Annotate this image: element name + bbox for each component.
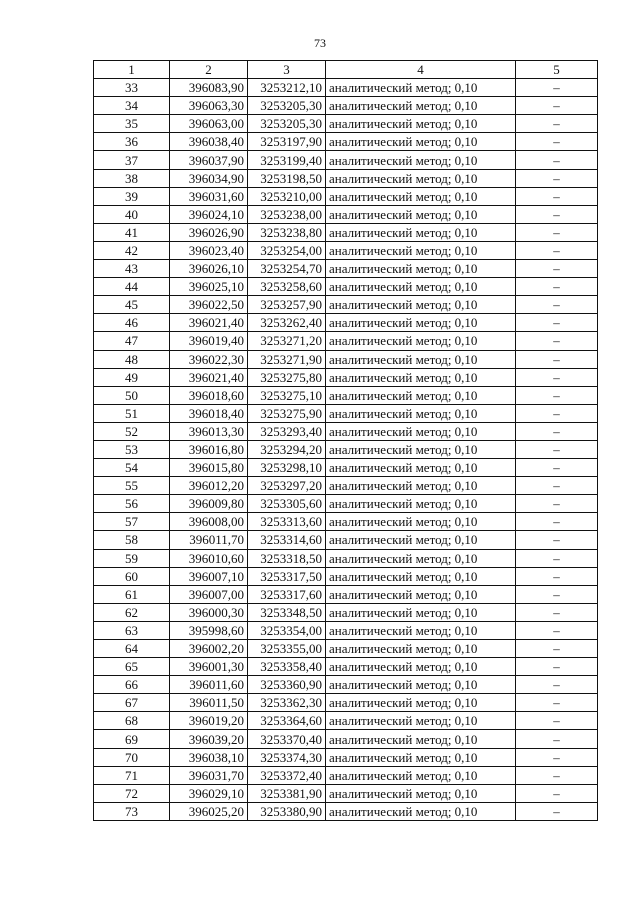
table-row xyxy=(94,477,598,495)
remark-cell: – xyxy=(516,694,598,712)
y-coordinate-cell: 3253370,40 xyxy=(248,730,326,748)
y-coordinate-cell: 3253364,60 xyxy=(248,712,326,730)
x-coordinate-cell: 396025,10 xyxy=(170,278,248,296)
table-row xyxy=(94,748,598,766)
table-row xyxy=(94,730,598,748)
table-row xyxy=(94,97,598,115)
method-accuracy-cell: аналитический метод; 0,10 xyxy=(326,97,516,115)
remark-cell: – xyxy=(516,658,598,676)
table-row xyxy=(94,386,598,404)
method-accuracy-cell: аналитический метод; 0,10 xyxy=(326,694,516,712)
remark-cell: – xyxy=(516,260,598,278)
table-row xyxy=(94,531,598,549)
x-coordinate-cell: 396000,30 xyxy=(170,603,248,621)
point-number-cell: 51 xyxy=(94,404,170,422)
method-accuracy-cell: аналитический метод; 0,10 xyxy=(326,422,516,440)
point-number-cell: 40 xyxy=(94,205,170,223)
x-coordinate-cell: 396037,90 xyxy=(170,151,248,169)
table-row xyxy=(94,640,598,658)
point-number-cell: 60 xyxy=(94,567,170,585)
method-accuracy-cell: аналитический метод; 0,10 xyxy=(326,314,516,332)
y-coordinate-cell: 3253381,90 xyxy=(248,784,326,802)
table-row xyxy=(94,422,598,440)
y-coordinate-cell: 3253355,00 xyxy=(248,640,326,658)
point-number-cell: 65 xyxy=(94,658,170,676)
y-coordinate-cell: 3253318,50 xyxy=(248,549,326,567)
remark-cell: – xyxy=(516,495,598,513)
remark-cell: – xyxy=(516,531,598,549)
x-coordinate-cell: 396021,40 xyxy=(170,314,248,332)
x-coordinate-cell: 396011,60 xyxy=(170,676,248,694)
x-coordinate-cell: 396013,30 xyxy=(170,422,248,440)
remark-cell: – xyxy=(516,549,598,567)
point-number-cell: 55 xyxy=(94,477,170,495)
point-number-cell: 49 xyxy=(94,368,170,386)
y-coordinate-cell: 3253314,60 xyxy=(248,531,326,549)
remark-cell: – xyxy=(516,748,598,766)
point-number-cell: 53 xyxy=(94,440,170,458)
y-coordinate-cell: 3253262,40 xyxy=(248,314,326,332)
remark-cell: – xyxy=(516,332,598,350)
table-row xyxy=(94,187,598,205)
x-coordinate-cell: 396026,90 xyxy=(170,223,248,241)
point-number-cell: 39 xyxy=(94,187,170,205)
point-number-cell: 68 xyxy=(94,712,170,730)
table-row xyxy=(94,404,598,422)
point-number-cell: 61 xyxy=(94,585,170,603)
remark-cell: – xyxy=(516,603,598,621)
method-accuracy-cell: аналитический метод; 0,10 xyxy=(326,621,516,639)
point-number-cell: 62 xyxy=(94,603,170,621)
y-coordinate-cell: 3253210,00 xyxy=(248,187,326,205)
table-row xyxy=(94,314,598,332)
column-header-5: 5 xyxy=(516,61,598,79)
y-coordinate-cell: 3253317,50 xyxy=(248,567,326,585)
method-accuracy-cell: аналитический метод; 0,10 xyxy=(326,241,516,259)
remark-cell: – xyxy=(516,386,598,404)
remark-cell: – xyxy=(516,79,598,97)
point-number-cell: 63 xyxy=(94,621,170,639)
table-row xyxy=(94,332,598,350)
table-row xyxy=(94,603,598,621)
table-row xyxy=(94,241,598,259)
table-row xyxy=(94,513,598,531)
point-number-cell: 44 xyxy=(94,278,170,296)
y-coordinate-cell: 3253348,50 xyxy=(248,603,326,621)
remark-cell: – xyxy=(516,802,598,820)
x-coordinate-cell: 396015,80 xyxy=(170,459,248,477)
y-coordinate-cell: 3253305,60 xyxy=(248,495,326,513)
method-accuracy-cell: аналитический метод; 0,10 xyxy=(326,404,516,422)
point-number-cell: 73 xyxy=(94,802,170,820)
y-coordinate-cell: 3253293,40 xyxy=(248,422,326,440)
table-row xyxy=(94,766,598,784)
x-coordinate-cell: 396011,50 xyxy=(170,694,248,712)
x-coordinate-cell: 396038,40 xyxy=(170,133,248,151)
column-header-3: 3 xyxy=(248,61,326,79)
x-coordinate-cell: 396063,00 xyxy=(170,115,248,133)
method-accuracy-cell: аналитический метод; 0,10 xyxy=(326,386,516,404)
point-number-cell: 33 xyxy=(94,79,170,97)
page-number: 73 xyxy=(314,36,326,50)
table-row xyxy=(94,784,598,802)
remark-cell: – xyxy=(516,205,598,223)
y-coordinate-cell: 3253198,50 xyxy=(248,169,326,187)
point-number-cell: 41 xyxy=(94,223,170,241)
x-coordinate-cell: 396008,00 xyxy=(170,513,248,531)
remark-cell: – xyxy=(516,278,598,296)
method-accuracy-cell: аналитический метод; 0,10 xyxy=(326,658,516,676)
remark-cell: – xyxy=(516,459,598,477)
table-row xyxy=(94,115,598,133)
y-coordinate-cell: 3253212,10 xyxy=(248,79,326,97)
table-row xyxy=(94,368,598,386)
table-row xyxy=(94,495,598,513)
x-coordinate-cell: 396034,90 xyxy=(170,169,248,187)
table-row xyxy=(94,549,598,567)
table-row xyxy=(94,802,598,820)
y-coordinate-cell: 3253205,30 xyxy=(248,115,326,133)
method-accuracy-cell: аналитический метод; 0,10 xyxy=(326,223,516,241)
remark-cell: – xyxy=(516,784,598,802)
point-number-cell: 38 xyxy=(94,169,170,187)
method-accuracy-cell: аналитический метод; 0,10 xyxy=(326,296,516,314)
remark-cell: – xyxy=(516,350,598,368)
y-coordinate-cell: 3253275,10 xyxy=(248,386,326,404)
method-accuracy-cell: аналитический метод; 0,10 xyxy=(326,115,516,133)
table-row xyxy=(94,694,598,712)
table-row xyxy=(94,676,598,694)
y-coordinate-cell: 3253313,60 xyxy=(248,513,326,531)
method-accuracy-cell: аналитический метод; 0,10 xyxy=(326,784,516,802)
x-coordinate-cell: 396010,60 xyxy=(170,549,248,567)
remark-cell: – xyxy=(516,712,598,730)
method-accuracy-cell: аналитический метод; 0,10 xyxy=(326,567,516,585)
column-header-1: 1 xyxy=(94,61,170,79)
table-row xyxy=(94,133,598,151)
column-header-4: 4 xyxy=(326,61,516,79)
remark-cell: – xyxy=(516,115,598,133)
point-number-cell: 46 xyxy=(94,314,170,332)
x-coordinate-cell: 396002,20 xyxy=(170,640,248,658)
method-accuracy-cell: аналитический метод; 0,10 xyxy=(326,495,516,513)
table-row xyxy=(94,296,598,314)
coordinates-table xyxy=(93,60,598,821)
y-coordinate-cell: 3253374,30 xyxy=(248,748,326,766)
y-coordinate-cell: 3253358,40 xyxy=(248,658,326,676)
table-row xyxy=(94,151,598,169)
x-coordinate-cell: 396083,90 xyxy=(170,79,248,97)
method-accuracy-cell: аналитический метод; 0,10 xyxy=(326,531,516,549)
remark-cell: – xyxy=(516,296,598,314)
point-number-cell: 67 xyxy=(94,694,170,712)
point-number-cell: 72 xyxy=(94,784,170,802)
y-coordinate-cell: 3253275,90 xyxy=(248,404,326,422)
method-accuracy-cell: аналитический метод; 0,10 xyxy=(326,278,516,296)
method-accuracy-cell: аналитический метод; 0,10 xyxy=(326,332,516,350)
point-number-cell: 34 xyxy=(94,97,170,115)
method-accuracy-cell: аналитический метод; 0,10 xyxy=(326,712,516,730)
method-accuracy-cell: аналитический метод; 0,10 xyxy=(326,440,516,458)
point-number-cell: 66 xyxy=(94,676,170,694)
point-number-cell: 35 xyxy=(94,115,170,133)
table-row xyxy=(94,459,598,477)
method-accuracy-cell: аналитический метод; 0,10 xyxy=(326,640,516,658)
method-accuracy-cell: аналитический метод; 0,10 xyxy=(326,549,516,567)
table-row xyxy=(94,205,598,223)
method-accuracy-cell: аналитический метод; 0,10 xyxy=(326,730,516,748)
method-accuracy-cell: аналитический метод; 0,10 xyxy=(326,368,516,386)
point-number-cell: 64 xyxy=(94,640,170,658)
x-coordinate-cell: 396009,80 xyxy=(170,495,248,513)
point-number-cell: 69 xyxy=(94,730,170,748)
remark-cell: – xyxy=(516,133,598,151)
remark-cell: – xyxy=(516,440,598,458)
remark-cell: – xyxy=(516,513,598,531)
remark-cell: – xyxy=(516,640,598,658)
point-number-cell: 47 xyxy=(94,332,170,350)
y-coordinate-cell: 3253271,90 xyxy=(248,350,326,368)
method-accuracy-cell: аналитический метод; 0,10 xyxy=(326,205,516,223)
point-number-cell: 71 xyxy=(94,766,170,784)
x-coordinate-cell: 396016,80 xyxy=(170,440,248,458)
table-row xyxy=(94,621,598,639)
method-accuracy-cell: аналитический метод; 0,10 xyxy=(326,459,516,477)
y-coordinate-cell: 3253360,90 xyxy=(248,676,326,694)
y-coordinate-cell: 3253257,90 xyxy=(248,296,326,314)
point-number-cell: 48 xyxy=(94,350,170,368)
remark-cell: – xyxy=(516,241,598,259)
remark-cell: – xyxy=(516,169,598,187)
x-coordinate-cell: 396022,50 xyxy=(170,296,248,314)
y-coordinate-cell: 3253238,80 xyxy=(248,223,326,241)
x-coordinate-cell: 396021,40 xyxy=(170,368,248,386)
x-coordinate-cell: 396039,20 xyxy=(170,730,248,748)
x-coordinate-cell: 396023,40 xyxy=(170,241,248,259)
y-coordinate-cell: 3253275,80 xyxy=(248,368,326,386)
x-coordinate-cell: 396029,10 xyxy=(170,784,248,802)
method-accuracy-cell: аналитический метод; 0,10 xyxy=(326,477,516,495)
point-number-cell: 43 xyxy=(94,260,170,278)
x-coordinate-cell: 396011,70 xyxy=(170,531,248,549)
y-coordinate-cell: 3253238,00 xyxy=(248,205,326,223)
remark-cell: – xyxy=(516,585,598,603)
remark-cell: – xyxy=(516,314,598,332)
y-coordinate-cell: 3253205,30 xyxy=(248,97,326,115)
table-row xyxy=(94,567,598,585)
x-coordinate-cell: 396063,30 xyxy=(170,97,248,115)
y-coordinate-cell: 3253271,20 xyxy=(248,332,326,350)
remark-cell: – xyxy=(516,422,598,440)
table-header-row xyxy=(94,61,598,79)
point-number-cell: 57 xyxy=(94,513,170,531)
point-number-cell: 50 xyxy=(94,386,170,404)
x-coordinate-cell: 396007,00 xyxy=(170,585,248,603)
method-accuracy-cell: аналитический метод; 0,10 xyxy=(326,350,516,368)
y-coordinate-cell: 3253254,70 xyxy=(248,260,326,278)
remark-cell: – xyxy=(516,730,598,748)
method-accuracy-cell: аналитический метод; 0,10 xyxy=(326,260,516,278)
x-coordinate-cell: 396007,10 xyxy=(170,567,248,585)
table-row xyxy=(94,260,598,278)
x-coordinate-cell: 396024,10 xyxy=(170,205,248,223)
table-row xyxy=(94,350,598,368)
x-coordinate-cell: 396018,40 xyxy=(170,404,248,422)
method-accuracy-cell: аналитический метод; 0,10 xyxy=(326,513,516,531)
x-coordinate-cell: 396018,60 xyxy=(170,386,248,404)
point-number-cell: 36 xyxy=(94,133,170,151)
table-row xyxy=(94,440,598,458)
x-coordinate-cell: 396026,10 xyxy=(170,260,248,278)
table-row xyxy=(94,223,598,241)
remark-cell: – xyxy=(516,766,598,784)
y-coordinate-cell: 3253199,40 xyxy=(248,151,326,169)
table-row xyxy=(94,712,598,730)
method-accuracy-cell: аналитический метод; 0,10 xyxy=(326,802,516,820)
x-coordinate-cell: 396012,20 xyxy=(170,477,248,495)
y-coordinate-cell: 3253354,00 xyxy=(248,621,326,639)
method-accuracy-cell: аналитический метод; 0,10 xyxy=(326,676,516,694)
method-accuracy-cell: аналитический метод; 0,10 xyxy=(326,133,516,151)
y-coordinate-cell: 3253362,30 xyxy=(248,694,326,712)
point-number-cell: 37 xyxy=(94,151,170,169)
point-number-cell: 59 xyxy=(94,549,170,567)
x-coordinate-cell: 396031,60 xyxy=(170,187,248,205)
remark-cell: – xyxy=(516,404,598,422)
remark-cell: – xyxy=(516,368,598,386)
method-accuracy-cell: аналитический метод; 0,10 xyxy=(326,766,516,784)
method-accuracy-cell: аналитический метод; 0,10 xyxy=(326,603,516,621)
x-coordinate-cell: 396022,30 xyxy=(170,350,248,368)
table-row xyxy=(94,658,598,676)
point-number-cell: 45 xyxy=(94,296,170,314)
point-number-cell: 52 xyxy=(94,422,170,440)
y-coordinate-cell: 3253380,90 xyxy=(248,802,326,820)
table-row xyxy=(94,169,598,187)
method-accuracy-cell: аналитический метод; 0,10 xyxy=(326,187,516,205)
table-body xyxy=(94,79,598,821)
point-number-cell: 54 xyxy=(94,459,170,477)
x-coordinate-cell: 396031,70 xyxy=(170,766,248,784)
point-number-cell: 42 xyxy=(94,241,170,259)
column-header-2: 2 xyxy=(170,61,248,79)
table-row xyxy=(94,278,598,296)
x-coordinate-cell: 396019,20 xyxy=(170,712,248,730)
table-row xyxy=(94,585,598,603)
x-coordinate-cell: 396025,20 xyxy=(170,802,248,820)
remark-cell: – xyxy=(516,223,598,241)
point-number-cell: 70 xyxy=(94,748,170,766)
remark-cell: – xyxy=(516,567,598,585)
remark-cell: – xyxy=(516,477,598,495)
x-coordinate-cell: 396019,40 xyxy=(170,332,248,350)
y-coordinate-cell: 3253372,40 xyxy=(248,766,326,784)
method-accuracy-cell: аналитический метод; 0,10 xyxy=(326,79,516,97)
y-coordinate-cell: 3253258,60 xyxy=(248,278,326,296)
x-coordinate-cell: 395998,60 xyxy=(170,621,248,639)
y-coordinate-cell: 3253294,20 xyxy=(248,440,326,458)
method-accuracy-cell: аналитический метод; 0,10 xyxy=(326,151,516,169)
method-accuracy-cell: аналитический метод; 0,10 xyxy=(326,585,516,603)
table-row xyxy=(94,79,598,97)
point-number-cell: 58 xyxy=(94,531,170,549)
remark-cell: – xyxy=(516,97,598,115)
x-coordinate-cell: 396038,10 xyxy=(170,748,248,766)
method-accuracy-cell: аналитический метод; 0,10 xyxy=(326,169,516,187)
remark-cell: – xyxy=(516,187,598,205)
method-accuracy-cell: аналитический метод; 0,10 xyxy=(326,748,516,766)
remark-cell: – xyxy=(516,151,598,169)
y-coordinate-cell: 3253197,90 xyxy=(248,133,326,151)
y-coordinate-cell: 3253297,20 xyxy=(248,477,326,495)
y-coordinate-cell: 3253254,00 xyxy=(248,241,326,259)
remark-cell: – xyxy=(516,621,598,639)
y-coordinate-cell: 3253317,60 xyxy=(248,585,326,603)
y-coordinate-cell: 3253298,10 xyxy=(248,459,326,477)
remark-cell: – xyxy=(516,676,598,694)
point-number-cell: 56 xyxy=(94,495,170,513)
x-coordinate-cell: 396001,30 xyxy=(170,658,248,676)
